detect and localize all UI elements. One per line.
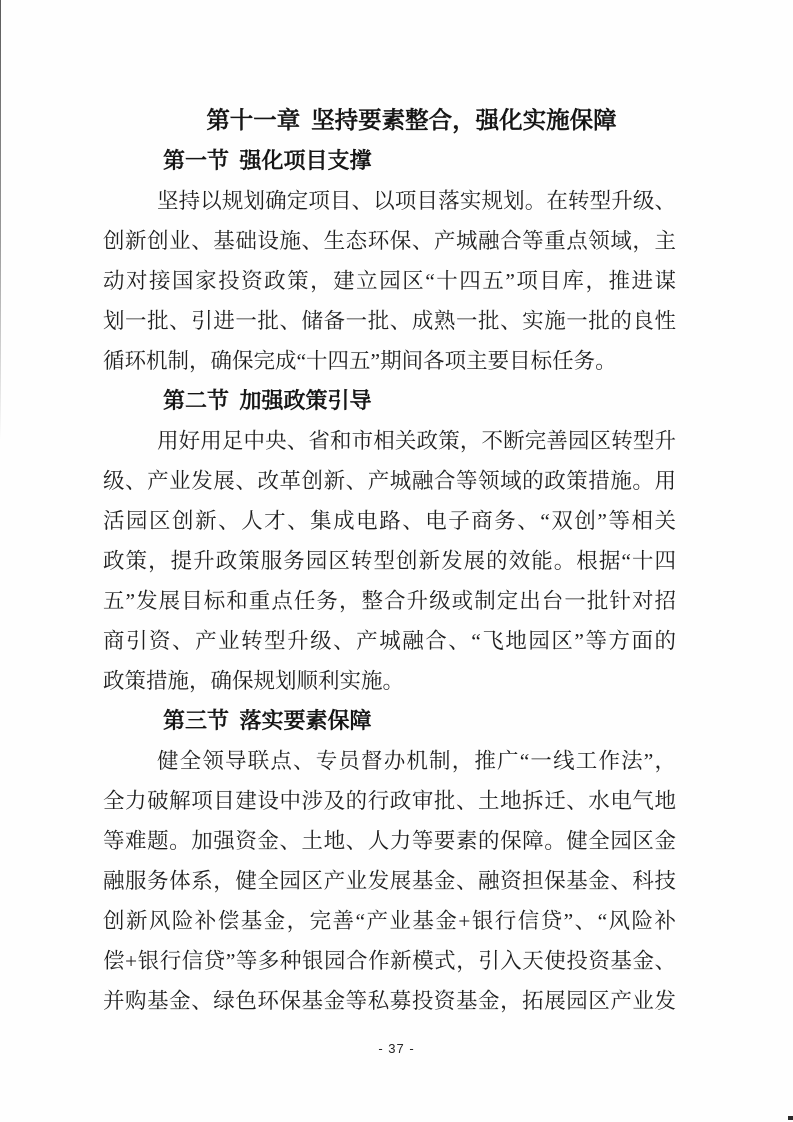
body-line: 等难题。加强资金、土地、人力等要素的保障。健全园区金 [103, 829, 676, 853]
section-heading-1: 第一节 强化项目支撑 [163, 148, 372, 173]
body-line: 偿+银行信贷”等多种银园合作新模式，引入天使投资基金、 [103, 949, 676, 973]
body-line: 级、产业发展、改革创新、产城融合等领域的政策措施。用 [103, 469, 676, 493]
chapter-title: 第十一章 坚持要素整合，强化实施保障 [206, 108, 617, 134]
body-line: 循环机制，确保完成“十四五”期间各项主要目标任务。 [103, 349, 617, 373]
body-line: 创新风险补偿基金，完善“产业基金+银行信贷”、“风险补 [103, 909, 676, 933]
body-line: 创新创业、基础设施、生态环保、产城融合等重点领域，主 [103, 229, 676, 253]
scan-edge-artifact [0, 0, 1, 440]
body-line: 政策，提升政策服务园区转型创新发展的效能。根据“十四 [103, 549, 676, 573]
body-line: 全力破解项目建设中涉及的行政审批、土地拆迁、水电气地 [103, 789, 676, 813]
body-line: 融服务体系，健全园区产业发展基金、融资担保基金、科技 [103, 869, 676, 893]
document-content [103, 101, 676, 1021]
body-line: 划一批、引进一批、储备一批、成熟一批、实施一批的良性 [103, 309, 676, 333]
body-line: 政策措施，确保规划顺利实施。 [103, 669, 405, 693]
scan-corner-artifact [788, 1116, 793, 1120]
body-line: 用好用足中央、省和市相关政策，不断完善园区转型升 [157, 429, 676, 453]
section-heading-3: 第三节 落实要素保障 [163, 708, 372, 733]
body-line: 五”发展目标和重点任务，整合升级或制定出台一批针对招 [103, 589, 676, 613]
body-line: 动对接国家投资政策，建立园区“十四五”项目库，推进谋 [103, 269, 676, 293]
body-line: 并购基金、绿色环保基金等私募投资基金，拓展园区产业发 [103, 989, 676, 1013]
section-heading-2: 第二节 加强政策引导 [163, 388, 372, 413]
body-line: 健全领导联点、专员督办机制，推广“一线工作法”， [157, 749, 676, 773]
page-number: - 37 - [378, 1041, 415, 1056]
body-line: 坚持以规划确定项目、以项目落实规划。在转型升级、 [157, 189, 676, 213]
body-line: 活园区创新、人才、集成电路、电子商务、“双创”等相关 [103, 509, 676, 533]
body-line: 商引资、产业转型升级、产城融合、“飞地园区”等方面的 [103, 629, 676, 653]
